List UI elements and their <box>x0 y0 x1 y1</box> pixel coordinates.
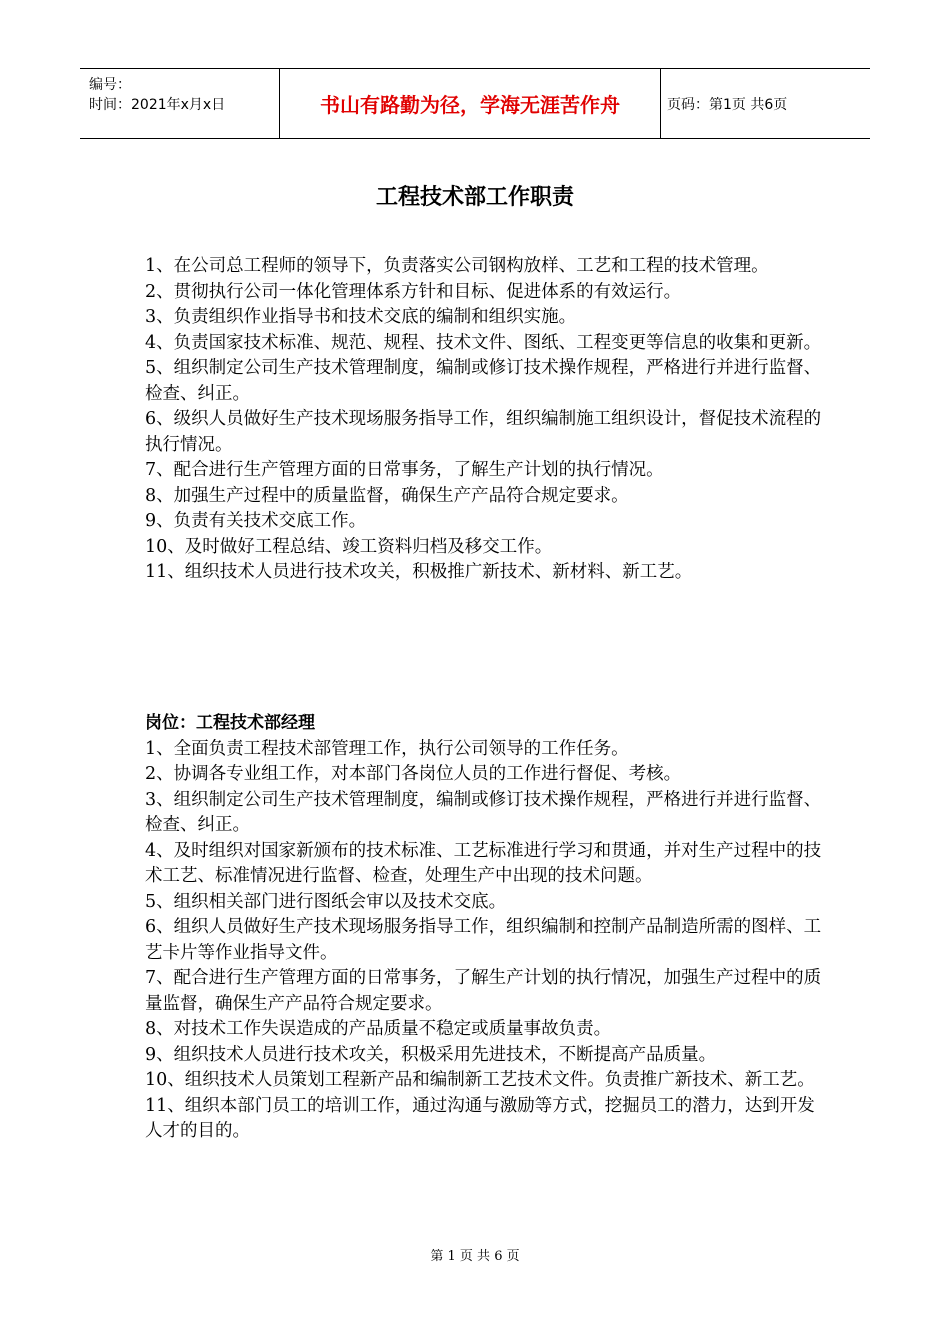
header-page-info: 页码：第1页 共6页 <box>667 96 788 113</box>
manager-duty-item: 5、组织相关部门进行图纸会审以及技术交底。 <box>145 891 507 912</box>
manager-duty-item: 2、协调各专业组工作，对本部门各岗位人员的工作进行督促、考核。 <box>145 764 682 784</box>
duty-item: 8、加强生产过程中的质量监督，确保生产产品符合规定要求。 <box>145 485 629 506</box>
manager-duty-item: 8、对技术工作失误造成的产品质量不稳定或质量事故负责。 <box>145 1019 612 1039</box>
duty-item: 2、贯彻执行公司一体化管理体系方针和目标、促进体系的有效运行。 <box>145 281 682 302</box>
duty-item: 11、组织技术人员进行技术攻关，积极推广新技术、新材料、新工艺。 <box>145 562 693 582</box>
duty-item: 4、负责国家技术标准、规范、规程、技术文件、图纸、工程变更等信息的收集和更新。 <box>145 332 822 353</box>
duty-item: 6、级织人员做好生产技术现场服务指导工作，组织编制施工组织设计，督促技术流程的执行情况。 <box>145 409 822 455</box>
manager-duty-item: 1、全面负责工程技术部管理工作，执行公司领导的工作任务。 <box>145 738 629 759</box>
document-number: 编号： <box>89 77 131 93</box>
document-header <box>80 68 870 139</box>
manager-duty-item: 11、组织本部门员工的培训工作，通过沟通与激励等方式，挖掘员工的潜力，达到开发人才的目的。 <box>145 1095 815 1141</box>
duty-item: 5、组织制定公司生产技术管理制度，编制或修订技术操作规程，严格进行并进行监督、检查、纠正。 <box>145 358 822 404</box>
manager-section <box>145 711 825 1145</box>
post-heading: 岗位：工程技术部经理 <box>145 713 315 733</box>
duty-item: 10、及时做好工程总结、竣工资料归档及移交工作。 <box>145 536 553 557</box>
page-title: 工程技术部工作职责 <box>375 185 574 210</box>
duty-item: 1、在公司总工程师的领导下，负责落实公司钢构放样、工艺和工程的技术管理。 <box>145 256 769 276</box>
manager-duty-item: 6、组织人员做好生产技术现场服务指导工作，组织编制和控制产品制造所需的图样、工艺卡片等作业指导文件。 <box>145 917 822 963</box>
manager-duty-item: 7、配合进行生产管理方面的日常事务，了解生产计划的执行情况，加强生产过程中的质量监督，确保生产产品符合规定要求。 <box>145 968 822 1014</box>
header-motto: 书山有路勤为径，学海无涯苦作舟 <box>280 69 661 138</box>
duty-item: 3、负责组织作业指导书和技术交底的编制和组织实施。 <box>145 307 577 327</box>
manager-duty-item: 3、组织制定公司生产技术管理制度，编制或修订技术操作规程，严格进行并进行监督、检查、纠正。 <box>145 789 822 835</box>
duty-item: 9、负责有关技术交底工作。 <box>145 511 367 531</box>
duties-section <box>145 254 825 586</box>
document-date: 时间：2021年x月x日 <box>89 97 226 113</box>
header-meta <box>80 69 280 138</box>
manager-duty-item: 10、组织技术人员策划工程新产品和编制新工艺技术文件。负责推广新技术、新工艺。 <box>145 1070 815 1090</box>
manager-duty-item: 4、及时组织对国家新颁布的技术标准、工艺标准进行学习和贯通，并对生产过程中的技术工艺、标准情况进行监督、检查，处理生产中出现的技术问题。 <box>145 840 822 886</box>
duty-item: 7、配合进行生产管理方面的日常事务，了解生产计划的执行情况。 <box>145 460 664 480</box>
page-footer: 第 1 页 共 6 页 <box>430 1249 520 1264</box>
manager-duty-item: 9、组织技术人员进行技术攻关，积极采用先进技术，不断提高产品质量。 <box>145 1044 717 1065</box>
